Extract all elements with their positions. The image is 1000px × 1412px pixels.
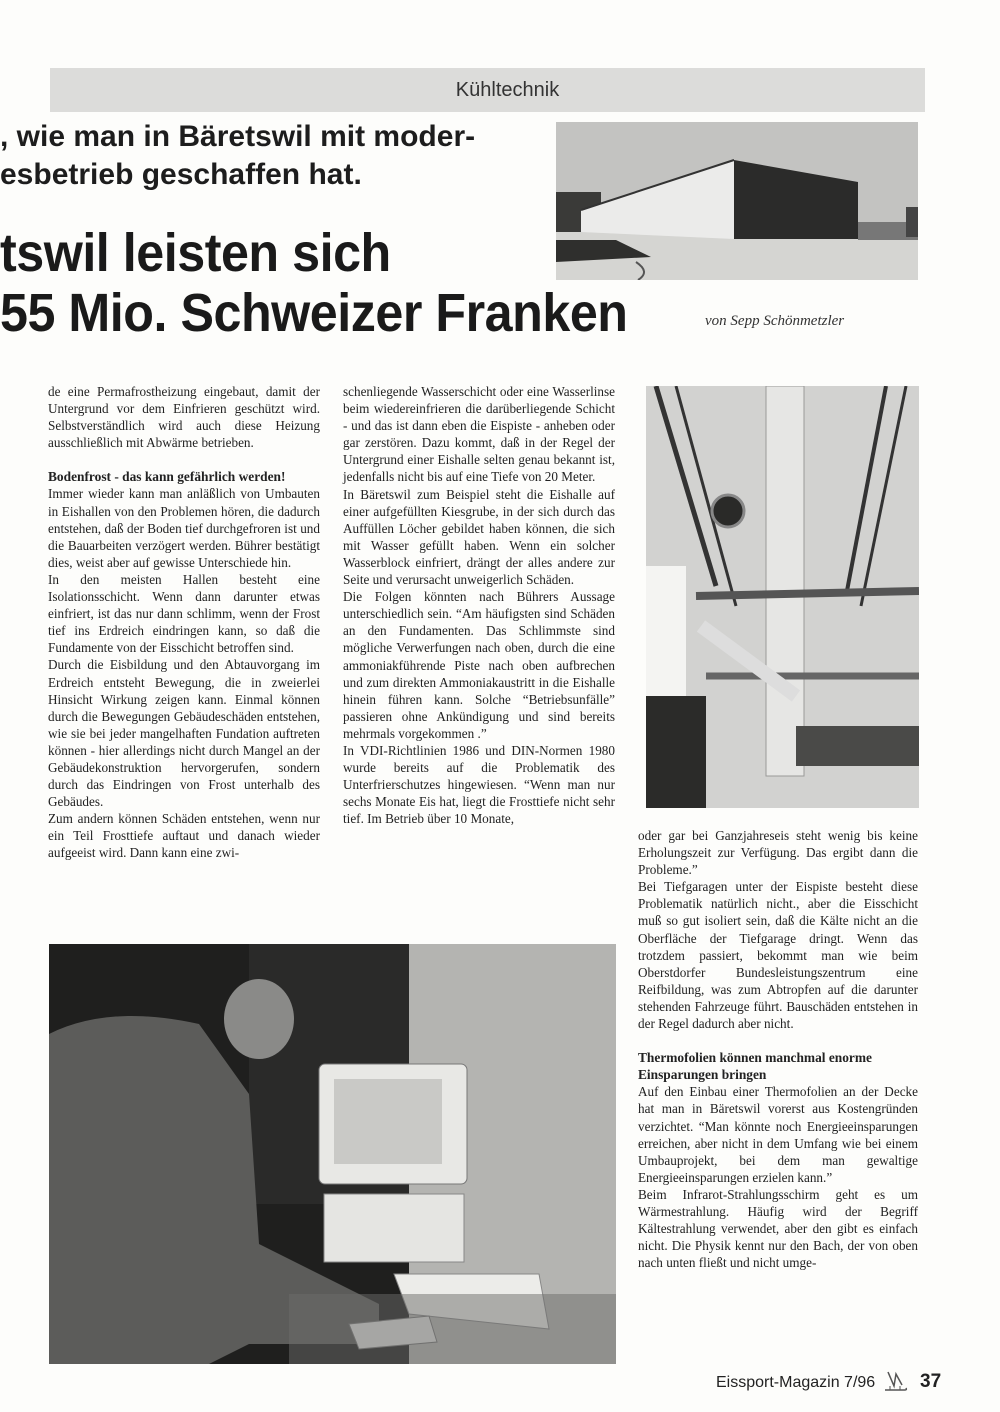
photo-ice-hall-graphic [556, 122, 918, 280]
paragraph: In den meisten Hallen besteht eine Isolationsschicht. Wenn dann darunter etwas einfriert, ist das nur dann schlimm, wenn der Frost tief ins Erdreich eindringen kann, so daß die Fundamente von der Eisschicht betroffen sind. [48, 571, 320, 656]
photo-hall-ceiling-pipes [646, 386, 919, 808]
subheadline [0, 118, 560, 194]
paragraph: Beim Infrarot-Strahlungsschirm geht es um Wärmestrahlung. Häufig wird der Begriff Kältestrahlung verwendet, aber den gibt es einfach nicht. Die Physik kennt nur den Bach, der von oben nach unten fließt und nicht umge- [638, 1186, 918, 1271]
headline-line-2: 55 Mio. Schweizer Franken [0, 283, 628, 343]
photo-ceiling-graphic [646, 386, 919, 808]
skate-logo-icon [882, 1368, 908, 1394]
page-number: 37 [920, 1371, 942, 1392]
footer-magazine-issue: Eissport-Magazin 7/96 [716, 1374, 876, 1391]
paragraph: In Bäretswil zum Beispiel steht die Eishalle auf einer aufgefüllten Kiesgrube, in der sich durch das Auffüllen Löcher gebildet haben können, die sich mit Wasser gefüllt haben. Wenn ein solcher Wasserblock einfriert, drängt der alles andere zur Seite und verursacht unweigerlich Schäden. [343, 486, 615, 588]
paragraph: schenliegende Wasserschicht oder eine Wasserlinse beim wiedereinfrieren die darüberliegende Schicht - und das ist dann eben die Eispiste - anheben oder gar zerstören. Dazu kommt, daß in der Regel der Untergrund einer Eishalle selten genau bekannt ist, jedenfalls nicht bis auf eine Tiefe von 20 Meter. [343, 384, 615, 485]
byline: von Sepp Schönmetzler [705, 313, 845, 329]
section-heading: Bodenfrost - das kann gefährlich werden! [48, 469, 286, 485]
paragraph: Die Folgen könnten nach Bührers Aussage unterschiedlich sein. “Am häufigsten sind Schäden an den Fundamenten. Das Schlimmste sind mögliche Verwerfungen nach oben, durch die eine ammoniakführende Piste nach oben aufbrechen und zum direkten Ammoniakaustritt in die Eishalle hinein führen kann. Solche “Betriebsunfälle” passieren ohne Ankündigung und sind bereits mehrmals vorgekommen .” [343, 589, 615, 741]
paragraph: Bei Tiefgaragen unter der Eispiste besteht diese Problematik natürlich nicht., aber die Eisschicht muß so gut isoliert sein, daß die Kälte nicht an die Oberfläche der Tiefgarage dringt. Wenn das trotzdem passiert, bekommt man wie beim Oberstdorfer Bundesleistungszentrum eine Reifbildung, was zum Abtropfen auf die darunter stehenden Fahrzeuge führt. Bauschäden entstehen in der Regel dadurch aber nicht. [638, 879, 918, 1032]
headline-line-1: tswil leisten sich [0, 223, 391, 283]
subheadline-line: , wie man in Bäretswil mit moder- [0, 120, 476, 153]
photo-ice-hall-exterior [556, 122, 918, 280]
photo-man-at-computer [49, 944, 616, 1364]
article-column-3 [638, 827, 918, 1271]
photo-computer-graphic [49, 944, 616, 1364]
paragraph: Auf den Einbau einer Thermofolien an der Decke hat man in Bäretswil vorerst aus Kostengründen verzichtet. “Man könnte noch Energieeinsparungen erreichen, aber nicht in dem Umfang wie bei einem Umbauprojekt, bei dem man gewaltige Energieeinsparungen erzielen kann.” [638, 1084, 918, 1185]
article-column-1 [48, 383, 320, 862]
paragraph: de eine Permafrostheizung eingebaut, damit der Untergrund vor dem Einfrieren geschützt wird. Selbstverständlich wird auch diese Heizung ausschließlich mit Abwärme betrieben. [48, 384, 320, 451]
subheadline-line: esbetrieb geschaffen hat. [0, 158, 362, 191]
paragraph: Zum andern können Schäden entstehen, wenn nur ein Teil Frosttiefe auftaut und danach wieder aufgeeist wird. Dann kann eine zwi- [48, 811, 320, 861]
paragraph: In VDI-Richtlinien 1986 und DIN-Normen 1980 wurde bereits auf die Problematik des Unterfrierschutzes hingewiesen. “Wenn man nur sechs Monate Eis hat, liegt die Frosttiefe nicht sehr tief. Im Betrieb über 10 Monate, [343, 742, 615, 827]
section-heading: Thermofolien können manchmal enorme Einsparungen bringen [638, 1050, 872, 1083]
paragraph: Immer wieder kann man anläßlich von Umbauten in Eishallen von den Problemen hören, die dadurch entstehen, daß der Boden tief durchgefroren ist und die Bauarbeiten verzögert werden. Bührer bestätigt dies, weist aber auf gewisse Unterschiede hin. [48, 486, 320, 570]
paragraph: oder gar bei Ganzjahreseis steht wenig bis keine Erholungszeit zur Verfügung. Das ergibt dann die Probleme.” [638, 828, 918, 878]
paragraph: Durch die Eisbildung und den Abtauvorgang im Erdreich entsteht Bewegung, die in zweierlei Hinsicht Wirkung zeigen kann. Einmal können durch die Bewegungen Gebäudeschäden entstehen, wie sie bei jeder mangelhaften Fundation auftreten können - hier allerdings nicht durch Mangel an der Gebäudekonstruktion hervorgerufen, sondern durch das Eindringen von Frost unterhalb des Gebäudes. [48, 657, 320, 810]
section-label: Kühltechnik [455, 79, 560, 101]
article-column-2 [343, 383, 615, 827]
